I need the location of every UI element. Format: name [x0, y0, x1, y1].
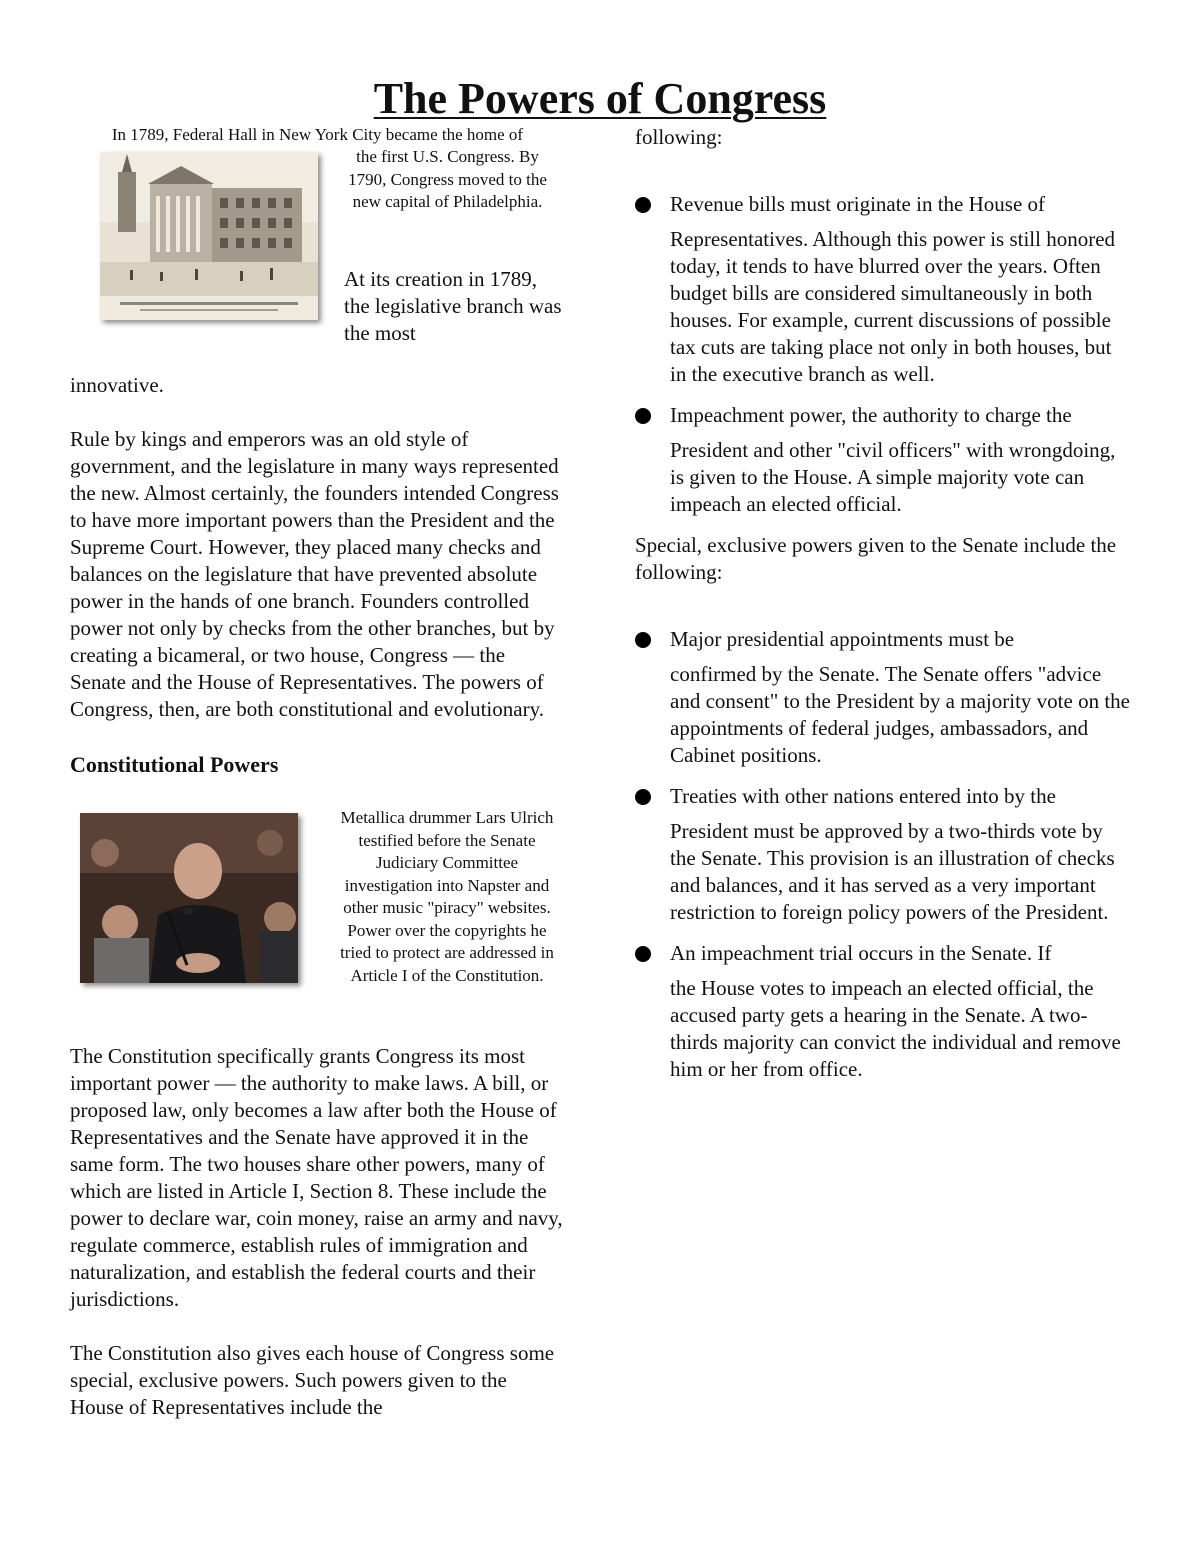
federal-hall-figure: [70, 124, 565, 372]
list-item: Impeachment power, the authority to charge the President and other "civil officers" with wrongdoing, is given to the House. A simple majority vote can impeach an elected official.: [635, 402, 1130, 518]
figure1-caption-line1: In 1789, Federal Hall in New York City became the home of: [111, 125, 524, 144]
paragraph-exclusive-powers: The Constitution also gives each house of Congress some special, exclusive powers. Such powers given to the House of Representatives include the: [70, 1341, 555, 1419]
senate-intro: Special, exclusive powers given to the Senate include the following:: [635, 533, 1117, 584]
bullet-icon: [635, 946, 651, 962]
paragraph-rule-by-kings: Rule by kings and emperors was an old style of government, and the legislature in many ways represented the new. Almost certainly, the founders intended Congress to have more important powers than the President and the Supreme Court. However, they placed many checks and balances on the legislature that have prevented absolute power in the hands of one branch. Founders controlled power not only by checks from the other branches, but by creating a bicameral, or two house, Congress — the Senate and the House of Representatives. The powers of Congress, then, are both constitutional and evolutionary.: [70, 427, 559, 721]
right-column: [635, 124, 1130, 1097]
senate-powers-list: [635, 626, 1130, 1083]
figure1-caption-rest: the first U.S. Congress. By 1790, Congress moved to the new capital of Philadelphia.: [348, 147, 547, 211]
list-item: An impeachment trial occurs in the Senate. If the House votes to impeach an elected official, the accused party gets a hearing in the Senate. A two-thirds majority can convict the individual and remove him or her from office.: [635, 940, 1130, 1083]
bullet-icon: [635, 408, 651, 424]
paragraph-constitution-grants: The Constitution specifically grants Congress its most important power — the authority to make laws. A bill, or proposed law, only becomes a law after both the House of Representatives and the Senate have approved it in the same form. The two houses share other powers, many of which are listed in Article I, Section 8. These include the power to declare war, coin money, raise an army and navy, regulate commerce, establish rules of immigration and naturalization, and establish the federal courts and their jurisdictions.: [70, 1044, 563, 1311]
section-heading-constitutional-powers: Constitutional Powers: [70, 752, 279, 777]
senate-hearing-photo-image: [80, 813, 298, 983]
list-item: Treaties with other nations entered into by the President must be approved by a two-thirds vote by the Senate. This provision is an illustration of checks and balances, and it has served as a very important restriction to foreign policy powers of the President.: [635, 783, 1130, 926]
list-item: Major presidential appointments must be confirmed by the Senate. The Senate offers "advice and consent" to the President by a majority vote on the appointments of federal judges, ambassadors, and Cabinet positions.: [635, 626, 1130, 769]
intro-beside-figure: At its creation in 1789, the legislative branch was the most: [344, 267, 562, 345]
federal-hall-engraving-image: [100, 152, 318, 320]
lars-ulrich-figure: [70, 793, 565, 1029]
bullet-icon: [635, 789, 651, 805]
bullet-icon: [635, 197, 651, 213]
intro-continuation: innovative.: [70, 373, 164, 397]
list-item: Revenue bills must originate in the House of Representatives. Although this power is still honored today, it tends to have blurred over the years. Often budget bills are considered simultaneously in both houses. For example, current discussions of possible tax cuts are taking place not only in both houses, but in the executive branch as well.: [635, 191, 1130, 388]
figure2-caption: Metallica drummer Lars Ulrich testified before the Senate Judiciary Committee investigation into Napster and other music "piracy" websites. Power over the copyrights he tried to protect are addressed in Article I of the Constitution.: [340, 808, 554, 985]
right-column-continuation: following:: [635, 125, 723, 149]
bullet-icon: [635, 632, 651, 648]
page-title: The Powers of Congress: [373, 74, 827, 123]
left-column: [70, 124, 565, 1421]
house-powers-list: [635, 191, 1130, 518]
